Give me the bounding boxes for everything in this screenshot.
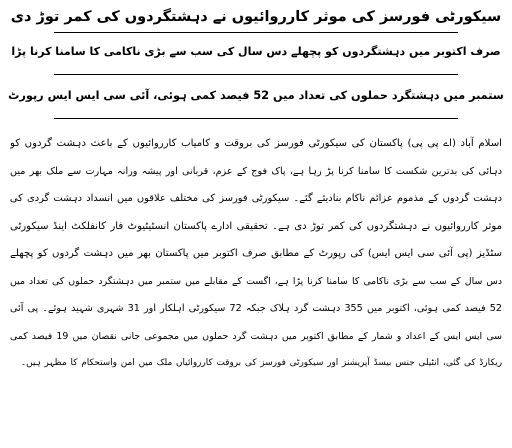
body-line: دس سال کے سب سے بڑی ناکامی کا سامنا کرنا پڑا ہے، اگست کے مقابلے میں ستمبر میں دہشتگرد حملوں کی تعداد میں — [10, 275, 502, 287]
headline-subtitle-2: ستمبر میں دہشتگرد حملوں کی تعداد میں 52 فیصد کمی ہوئی، آئی سی ایس ایس رپورٹ — [8, 89, 504, 102]
headline-divider — [54, 74, 458, 75]
body-line: دہشت گردوں کے مذموم عزائم ناکام بنادیئے گئے۔ سیکورٹی فورسز کی مختلف علاقوں میں انسداد دہشت گردی کی — [10, 193, 502, 204]
body-line: دہائی کی بدترین شکست کا سامنا کرنا پڑ رہا ہے، پاک فوج کے عزم، قربانی اور پیشہ ورانہ مہارت سے ملک بھر میں — [10, 165, 502, 177]
body-line: اسلام آباد (اے پی پی) پاکستان کی سیکورٹی فورسز کی بروقت و کامیاب کارروائیوں کے باعث دہشت گردوں کو — [10, 138, 502, 149]
body-line: ریکارڈ کی گئی، انٹیلی جنس بیسڈ آپریشنز اور سیکورٹی فورسز کی بروقت کارروائیاں ملک میں امن واستحکام کا مظہر ہیں۔ — [20, 358, 502, 368]
headline-divider — [54, 118, 458, 119]
body-line: موثر کارروائیوں نے دہشتگردوں کی کمر توڑ دی ہے۔ تحقیقی ادارے پاکستان انسٹیٹیوٹ فار کانفلکٹ اینڈ سیکورٹی — [10, 220, 502, 232]
body-line: سی ایس ایس کے اعداد و شمار کے مطابق اکتوبر میں دہشت گرد حملوں میں مجموعی جانی نقصان میں 19 فیصد کمی — [10, 330, 502, 342]
headline-subtitle-1: صرف اکتوبر میں دہشتگردوں کو پچھلے دس سال کی سب سے بڑی ناکامی کا سامنا کرنا پڑا — [11, 45, 501, 58]
article-body — [10, 130, 502, 378]
headline-divider — [54, 32, 458, 33]
body-line: سٹڈیز (پی آئی سی ایس ایس) کی رپورٹ کے مطابق صرف اکتوبر میں پاکستان بھر میں دہشت گردوں کو پچھلے — [10, 248, 502, 259]
headline-main: سیکورٹی فورسز کی موثر کارروائیوں نے دہشتگردوں کی کمر توڑ دی — [10, 9, 502, 25]
body-line: 52 فیصد کمی ہوئی، اکتوبر میں 355 دہشت گرد ہلاک جبکہ 72 سیکورٹی اہلکار اور 31 شہری شہید ہوئے۔ پی آئی — [10, 303, 502, 314]
